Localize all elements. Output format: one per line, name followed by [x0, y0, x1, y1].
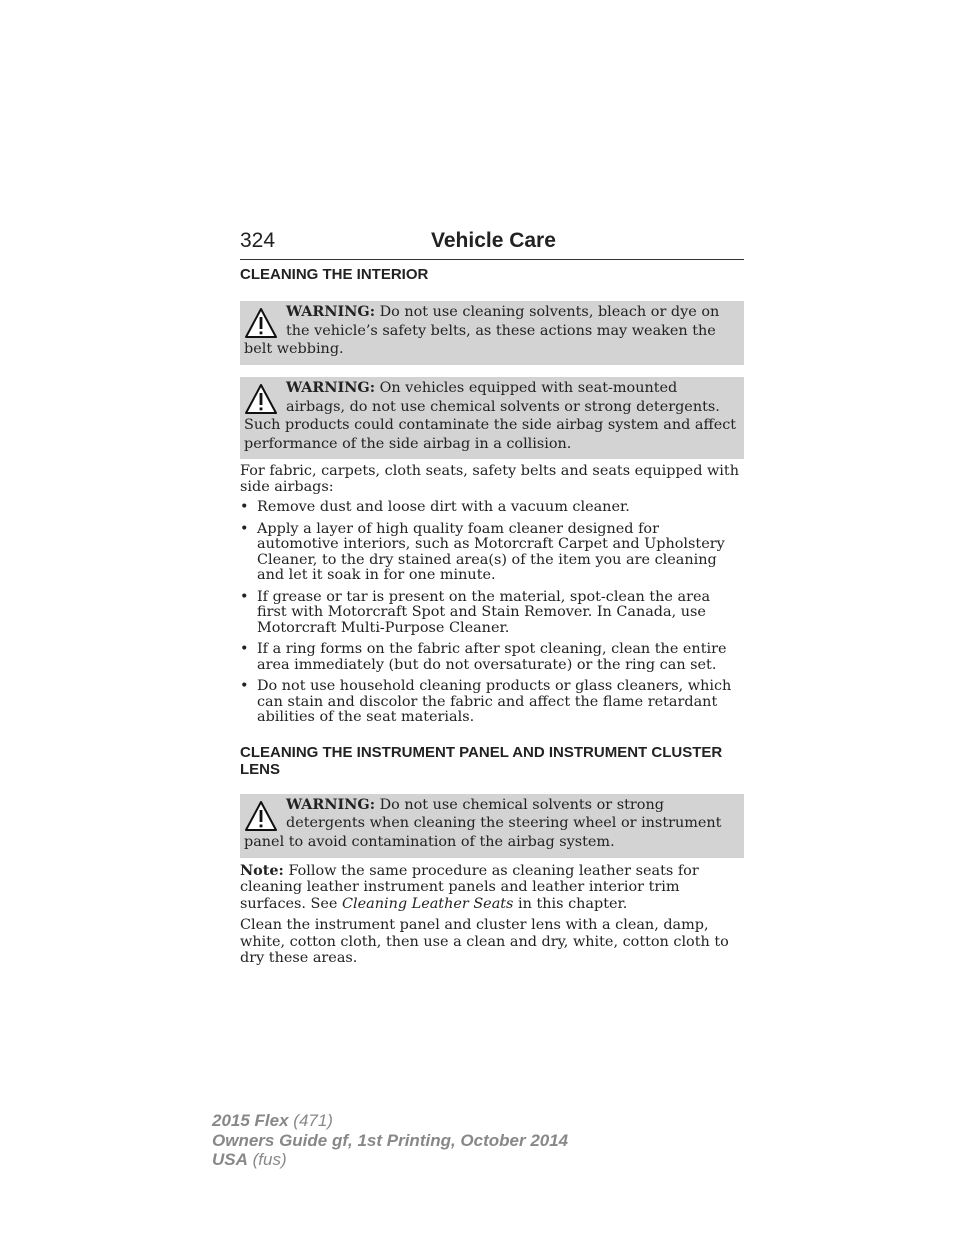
intro-paragraph: For fabric, carpets, cloth seats, safety belts and seats equipped with side airbags: — [240, 463, 739, 495]
page-number: 324 — [240, 229, 276, 252]
footer-line-model — [212, 1111, 568, 1131]
bullet-mark: • — [240, 520, 249, 537]
bullet-mark: • — [240, 588, 249, 605]
list-item-text: If a ring forms on the fabric after spot cleaning, clean the entire area immediately (but do not oversaturate) or the ring can set. — [257, 641, 727, 673]
warning-box-seat-airbags — [240, 377, 744, 459]
footer-model-code: (471) — [288, 1111, 333, 1130]
warning-triangle-icon — [244, 306, 278, 340]
bullet-mark: • — [240, 641, 249, 657]
warning-triangle-icon — [244, 382, 278, 416]
warning-text: Do not use chemical solvents or strong detergents when cleaning the steering wheel or instrument panel to avoid contamination of the airbag system. — [244, 796, 722, 850]
list-item-text: If grease or tar is present on the material, spot-clean the area first with Motorcraft Spot and Stain Remover. In Canada, use Motorcraft Multi-Purpose Cleaner. — [257, 588, 711, 636]
note-text: Follow the same procedure as cleaning leather seats for cleaning leather instrument panels and leather interior trim surfaces. See — [240, 862, 699, 912]
page-header — [240, 228, 744, 260]
footer-line-edition: Owners Guide gf, 1st Printing, October 2014 — [212, 1130, 569, 1150]
bullet-mark: • — [240, 678, 249, 694]
note-paragraph — [240, 863, 744, 913]
list-item — [240, 522, 744, 584]
list-item — [240, 679, 744, 726]
cross-reference: Cleaning Leather Seats — [342, 895, 514, 912]
list-item-text: Apply a layer of high quality foam cleaner designed for automotive interiors, such as Motorcraft Carpet and Upholstery Cleaner, to the dry stained area(s) of the item you are cleaning and let it soak in for one minute. — [257, 520, 725, 583]
instrument-panel-paragraph: Clean the instrument panel and cluster lens with a clean, damp, white, cotton cloth, then use a clean and dry, white, cotton cloth to dry these areas. — [240, 917, 729, 966]
warning-text: On vehicles equipped with seat-mounted airbags, do not use chemical solvents or strong detergents. Such products could contaminate the side airbag system and affect performance of the side airbag in a collision. — [244, 380, 737, 452]
page-content — [240, 266, 744, 972]
list-item-text: Do not use household cleaning products or glass cleaners, which can stain and discolor the fabric and affect the flame retardant abilities of the seat materials. — [257, 678, 732, 725]
warning-label: WARNING: — [286, 379, 376, 396]
list-item — [240, 500, 744, 516]
warning-label: WARNING: — [286, 795, 376, 813]
warning-box-instrument-panel — [240, 794, 744, 858]
footer-region-code: (fus) — [247, 1150, 287, 1169]
section-heading-cleaning-interior: CLEANING THE INTERIOR — [240, 266, 429, 283]
list-item — [240, 590, 744, 637]
footer-line-region — [212, 1150, 568, 1170]
list-item-text: Remove dust and loose dirt with a vacuum cleaner. — [257, 499, 630, 515]
note-text-end: in this chapter. — [513, 895, 628, 912]
cleaning-steps-list — [240, 500, 744, 726]
warning-text: Do not use cleaning solvents, bleach or dye on the vehicle’s safety belts, as these actions may weaken the belt webbing. — [244, 304, 720, 358]
warning-label: WARNING: — [286, 303, 376, 320]
bullet-mark: • — [240, 499, 249, 515]
chapter-title: Vehicle Care — [431, 229, 556, 252]
note-label: Note: — [240, 861, 284, 879]
warning-box-safety-belts — [240, 301, 744, 365]
footer-model: 2015 Flex — [212, 1111, 289, 1130]
footer-region: USA — [212, 1150, 248, 1169]
list-item — [240, 642, 744, 673]
page-footer — [212, 1111, 568, 1170]
section-heading-instrument-panel: CLEANING THE INSTRUMENT PANEL AND INSTRUMENT CLUSTER LENS — [240, 743, 723, 778]
warning-triangle-icon — [244, 799, 278, 833]
